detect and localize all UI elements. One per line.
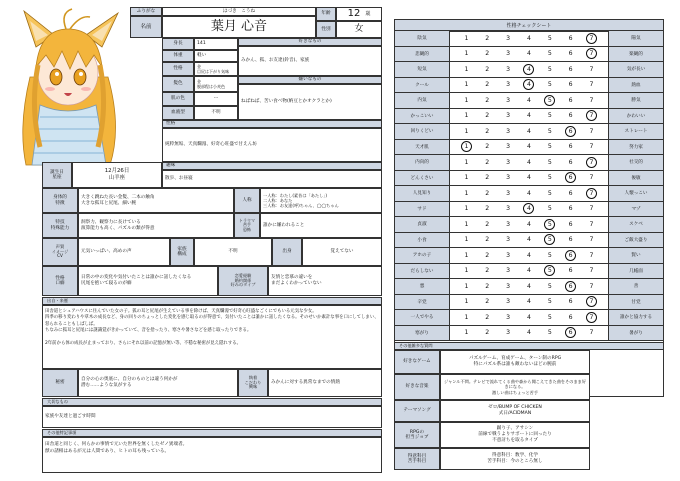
chart-scale-option[interactable]: 1	[464, 34, 469, 42]
chart-row	[394, 47, 664, 63]
chart-scale-option[interactable]: 1	[464, 158, 469, 166]
chart-scale-option[interactable]: 7	[589, 220, 594, 228]
chart-row-left-label: 内向的	[394, 155, 450, 170]
chart-scale-selected[interactable]: 7	[586, 312, 597, 323]
chart-scale-option[interactable]: 2	[485, 112, 490, 120]
chart-scale-option[interactable]: 1	[464, 50, 469, 58]
chart-scale-option[interactable]: 5	[547, 127, 552, 135]
likes-label: 好きなもの	[238, 38, 382, 46]
important-value: 家族や友達と過ごす時間	[42, 406, 382, 428]
chart-row-right-label: 熱血	[608, 78, 664, 93]
chart-scale-option[interactable]: 3	[506, 34, 511, 42]
chart-scale-option[interactable]: 1	[464, 81, 469, 89]
chart-row-left-label: 寒がり	[394, 326, 450, 341]
chart-scale-option[interactable]: 7	[589, 251, 594, 259]
chart-scale-option[interactable]: 7	[589, 267, 594, 275]
personality2-value: 純粋無垢、天真爛漫、好奇心旺盛で甘えん坊	[162, 128, 382, 162]
likes-value: みかん、狐、お友達(鈴音)、家族	[238, 46, 382, 76]
chart-row-scale	[450, 233, 608, 248]
chart-row-left-label: 悲観的	[394, 47, 450, 62]
height-label: 身長	[162, 38, 194, 50]
character-portrait	[10, 7, 128, 167]
chart-row	[394, 264, 664, 280]
chart-scale-selected[interactable]: 5	[544, 265, 555, 276]
chart-scale-option[interactable]: 3	[506, 143, 511, 151]
chart-scale-option[interactable]: 2	[485, 267, 490, 275]
chart-scale-option[interactable]: 1	[464, 267, 469, 275]
habit-label: 性格 口癖	[42, 266, 78, 296]
chart-scale-option[interactable]: 5	[547, 282, 552, 290]
chart-scale-option[interactable]: 6	[568, 50, 573, 58]
name-label: 名前	[130, 16, 162, 38]
chart-scale-option[interactable]: 2	[485, 34, 490, 42]
chart-row-left-label: かっこいい	[394, 109, 450, 124]
chart-row-scale	[450, 326, 608, 341]
chart-scale-option[interactable]: 4	[526, 96, 531, 104]
chart-row-right-label: かわいい	[608, 109, 664, 124]
chart-scale-option[interactable]: 4	[526, 143, 531, 151]
chart-scale-option[interactable]: 5	[547, 298, 552, 306]
chart-row-right-label: 俊敏	[608, 171, 664, 186]
theme-value: ゼロ/BUMP OF CHICKEN 式日/ACIDMAN	[440, 400, 590, 422]
chart-scale-option[interactable]: 4	[526, 282, 531, 290]
chart-scale-selected[interactable]: 7	[586, 157, 597, 168]
chart-scale-option[interactable]: 1	[464, 298, 469, 306]
age-value: 12	[347, 7, 361, 19]
chart-title: 性格チェックシート	[394, 19, 664, 31]
hair-label: 髪色	[162, 76, 194, 92]
chart-row-left-label: 人見知り	[394, 186, 450, 201]
chart-row-scale	[450, 109, 608, 124]
chart-row-scale	[450, 47, 608, 62]
other-value: 田舎道と同じく、何らかの事情で元いた世界を無くしたゼノ異端者。 獣の諸相はあるが元は人間であり、ヒトの耳も残っている。	[42, 437, 382, 473]
other-bar: その他特記事項	[42, 429, 382, 437]
chart-scale-option[interactable]: 6	[568, 34, 573, 42]
theme-label: テーマソング	[394, 400, 440, 422]
chart-scale-option[interactable]: 4	[526, 329, 531, 337]
chart-scale-option[interactable]: 4	[526, 220, 531, 228]
chart-scale-option[interactable]: 1	[464, 236, 469, 244]
extra-bar: その他雑多な質問	[394, 342, 664, 350]
chart-scale-option[interactable]: 7	[589, 205, 594, 213]
chart-scale-option[interactable]: 3	[506, 158, 511, 166]
physical-label: 身体的 特徴	[42, 188, 78, 213]
chart-scale-selected[interactable]: 7	[586, 110, 597, 121]
chart-row-scale	[450, 78, 608, 93]
chart-scale-option[interactable]: 6	[568, 267, 573, 275]
chart-scale-option[interactable]: 5	[547, 205, 552, 213]
chart-row	[394, 155, 664, 171]
chart-scale-option[interactable]: 7	[589, 143, 594, 151]
chart-row-left-label: 内気	[394, 93, 450, 108]
interest-value: みかんに対する異常なまでの情熱	[268, 369, 382, 397]
chart-scale-option[interactable]: 4	[526, 267, 531, 275]
chart-scale-option[interactable]: 5	[547, 112, 552, 120]
chart-scale-option[interactable]: 2	[485, 313, 490, 321]
chart-row	[394, 109, 664, 125]
chart-scale-option[interactable]: 6	[568, 112, 573, 120]
chart-scale-option[interactable]: 3	[506, 112, 511, 120]
background-bar: 出自・来歴	[42, 297, 382, 305]
chart-row-scale	[450, 310, 608, 325]
secret-label: 秘密	[42, 369, 78, 397]
chart-row	[394, 295, 664, 311]
chart-scale-option[interactable]: 6	[568, 65, 573, 73]
chart-scale-option[interactable]: 3	[506, 205, 511, 213]
chart-row-scale	[450, 186, 608, 201]
chart-scale-option[interactable]: 3	[506, 298, 511, 306]
chart-row-left-label: 辛党	[394, 295, 450, 310]
physical-value: 大きく跳ねた長い金髪、二本の触角 大きな狐耳と尻尾、細い腕	[78, 188, 234, 213]
chart-scale-selected[interactable]: 4	[523, 64, 534, 75]
habit-value: 日常の中の変化や気付いたことは誰かに話したくなる 尻尾を抱いて寝るのが癖	[78, 266, 218, 296]
chart-scale-option[interactable]: 1	[464, 205, 469, 213]
age-unit: 歳	[365, 10, 371, 17]
chart-scale-option[interactable]: 7	[589, 329, 594, 337]
chart-row-right-label: 人懐っこい	[608, 186, 664, 201]
trauma-label: トラウマ 苦手 恐怖	[234, 213, 260, 238]
chart-scale-option[interactable]: 6	[568, 236, 573, 244]
chart-scale-option[interactable]: 5	[547, 313, 552, 321]
chart-scale-option[interactable]: 1	[464, 112, 469, 120]
secret-value: 自分の心の奥底に、自分のものとは違う何かが 潜む……ような気がする	[78, 369, 238, 397]
chart-scale-option[interactable]: 6	[568, 96, 573, 104]
chart-scale-selected[interactable]: 6	[565, 126, 576, 137]
trauma-value: 誰かに嫌われること	[260, 213, 382, 238]
chart-row-left-label: 悪	[394, 279, 450, 294]
chart-row-right-label: ストレート	[608, 124, 664, 139]
chart-scale-selected[interactable]: 5	[544, 95, 555, 106]
chart-row-scale	[450, 295, 608, 310]
chart-scale-option[interactable]: 2	[485, 189, 490, 197]
chart-scale-option[interactable]: 7	[589, 236, 594, 244]
chart-scale-option[interactable]: 2	[485, 174, 490, 182]
chart-row	[394, 310, 664, 326]
chart-row	[394, 279, 664, 295]
chart-scale-option[interactable]: 5	[547, 34, 552, 42]
chart-scale-option[interactable]: 3	[506, 81, 511, 89]
job-label: RPGの 担当ジョブ	[394, 422, 440, 448]
chart-scale-option[interactable]: 1	[464, 189, 469, 197]
job-value: 踊り子、アサシン 前線で戦うよりサポートに回ったり 不意討ちを取るタイプ	[440, 422, 590, 448]
music-label: 好きな音楽	[394, 374, 440, 400]
chart-scale-option[interactable]: 5	[547, 329, 552, 337]
chart-scale-option[interactable]: 7	[589, 282, 594, 290]
chart-row-left-label: どんくさい	[394, 171, 450, 186]
chart-scale-selected[interactable]: 4	[523, 79, 534, 90]
background-text: 田舎道とシュアハウスに住んでいた女の子。狐の耳と尻尾が生えている事を除けば、天真爛漫で好奇心旺盛なごくにでもいる元気な少女。 四季の移り変わりや草木の成長など、身の回りのちょっとした変化を感じ取るのが得意で、気付いたことは誰かに話したくなる。そのせいか素計な事を口にしてしまい、怒られることもしばしば。 ちなみに狐耳と尻尾には謎識覚がきかっていて、音を拾ったり、寒さや暑さなどを感じ取ったりできる。 2年前から体の成長が止まっており、さらにそれ以前の記憶が無い等、不穏な秘密が見え隠れする。	[42, 305, 382, 369]
chart-scale-option[interactable]: 2	[485, 96, 490, 104]
chart-row-right-label: 陽気	[608, 31, 664, 46]
chart-row-scale	[450, 171, 608, 186]
chart-scale-option[interactable]: 5	[547, 81, 552, 89]
chart-row-right-label: マゾ	[608, 202, 664, 217]
chart-scale-option[interactable]: 6	[568, 158, 573, 166]
chart-scale-option[interactable]: 2	[485, 127, 490, 135]
chart-scale-option[interactable]: 1	[464, 65, 469, 73]
chart-scale-selected[interactable]: 6	[565, 172, 576, 183]
chart-row-right-label: 暑がり	[608, 326, 664, 341]
chart-scale-option[interactable]: 4	[526, 112, 531, 120]
chart-row-left-label: 回りくどい	[394, 124, 450, 139]
chart-scale-option[interactable]: 7	[589, 65, 594, 73]
chart-row	[394, 140, 664, 156]
skill-value: 洞察力、観察力に長けている 演算能力も高く、パズルの類が得意	[78, 213, 234, 238]
chart-scale-option[interactable]: 4	[526, 251, 531, 259]
blood-label: 血液型	[162, 106, 194, 120]
personality-label: 性格	[162, 62, 194, 76]
birthday-label: 誕生日 星座	[42, 162, 72, 188]
chart-row-right-label: ご飯大盛り	[608, 233, 664, 248]
personality-value: 金 目尻は下がり気味	[194, 62, 238, 76]
chart-scale-selected[interactable]: 6	[565, 281, 576, 292]
chart-scale-option[interactable]: 3	[506, 96, 511, 104]
chart-row-scale	[450, 264, 608, 279]
chart-row-right-label: 善	[608, 279, 664, 294]
chart-row-scale	[450, 248, 608, 263]
chart-row-scale	[450, 62, 608, 77]
chart-scale-option[interactable]: 6	[568, 81, 573, 89]
music-value: ジャンル不問。テレビで流れてくる曲や森から聞こえてきた曲をそのまま好きになる。 激しい曲はちょっと苦手	[440, 374, 590, 400]
chart-scale-option[interactable]: 1	[464, 313, 469, 321]
chart-scale-option[interactable]: 1	[464, 251, 469, 259]
chart-row-scale	[450, 155, 608, 170]
chart-row	[394, 233, 664, 249]
chart-scale-option[interactable]: 2	[485, 65, 490, 73]
chart-row-right-label: スケベ	[608, 217, 664, 232]
chart-scale-option[interactable]: 3	[506, 50, 511, 58]
chart-row-left-label: だらしない	[394, 264, 450, 279]
chart-row	[394, 248, 664, 264]
chart-scale-option[interactable]: 4	[526, 189, 531, 197]
chart-row	[394, 186, 664, 202]
hair-value: 金 脱部程は小麦色	[194, 76, 238, 92]
chart-row	[394, 93, 664, 109]
chart-row-scale	[450, 124, 608, 139]
chart-row-left-label: 短気	[394, 62, 450, 77]
weight-label: 体重	[162, 50, 194, 62]
chart-row-right-label: 気が長い	[608, 62, 664, 77]
person-label: 人称	[234, 188, 260, 213]
blood-value: 不明	[194, 106, 238, 120]
chart-scale-option[interactable]: 2	[485, 50, 490, 58]
chart-scale-selected[interactable]: 7	[586, 296, 597, 307]
chart-scale-option[interactable]: 4	[526, 174, 531, 182]
love-value: 友情と恋慕の違いを まだよくわかっていない	[268, 266, 382, 296]
chart-scale-option[interactable]: 4	[526, 50, 531, 58]
voice-value: 元気いっぱい、高めの声	[78, 238, 170, 266]
chart-row-left-label: アホの子	[394, 248, 450, 263]
chart-scale-option[interactable]: 5	[547, 251, 552, 259]
height-value: 141	[194, 38, 238, 50]
chart-scale-option[interactable]: 2	[485, 282, 490, 290]
chart-row-right-label: 社交的	[608, 155, 664, 170]
chart-scale-option[interactable]: 6	[568, 189, 573, 197]
chart-scale-selected[interactable]: 7	[586, 33, 597, 44]
chart-scale-option[interactable]: 3	[506, 329, 511, 337]
chart-scale-option[interactable]: 5	[547, 189, 552, 197]
chart-row-left-label: 陰気	[394, 31, 450, 46]
chart-scale-option[interactable]: 4	[526, 127, 531, 135]
chart-scale-option[interactable]: 1	[464, 127, 469, 135]
chart-scale-option[interactable]: 5	[547, 50, 552, 58]
chart-scale-option[interactable]: 3	[506, 189, 511, 197]
chart-row-scale	[450, 202, 608, 217]
skin-value: ー	[194, 92, 238, 106]
family-label: 家族 構成	[170, 238, 194, 266]
chart-scale-option[interactable]: 3	[506, 174, 511, 182]
chart-scale-option[interactable]: 3	[506, 127, 511, 135]
hobby-label: 趣味	[162, 162, 382, 170]
chart-scale-option[interactable]: 2	[485, 251, 490, 259]
chart-scale-option[interactable]: 5	[547, 65, 552, 73]
chart-scale-option[interactable]: 2	[485, 81, 490, 89]
chart-row	[394, 124, 664, 140]
chart-scale-option[interactable]: 1	[464, 174, 469, 182]
chart-scale-option[interactable]: 5	[547, 158, 552, 166]
chart-scale-option[interactable]: 5	[547, 143, 552, 151]
chart-scale-selected[interactable]: 6	[565, 327, 576, 338]
chart-scale-option[interactable]: 1	[464, 220, 469, 228]
chart-scale-option[interactable]: 1	[464, 329, 469, 337]
chart-scale-option[interactable]: 4	[526, 34, 531, 42]
chart-scale-option[interactable]: 3	[506, 220, 511, 228]
chart-row-left-label: クール	[394, 78, 450, 93]
chart-row-left-label: サド	[394, 202, 450, 217]
chart-scale-option[interactable]: 2	[485, 298, 490, 306]
chart-scale-option[interactable]: 7	[589, 96, 594, 104]
birthday-value: 12月26日 山羊座	[72, 162, 162, 188]
person-value: 一人称：わたし(素昔は「あたし」) 二人称：あなた 三人称：お友達(呼)ちゃん、◯◯ちゃん	[260, 188, 382, 213]
chart-scale-option[interactable]: 6	[568, 298, 573, 306]
chart-row	[394, 217, 664, 233]
weight-value: 軽い	[194, 50, 238, 62]
chart-scale-option[interactable]: 6	[568, 220, 573, 228]
chart-scale-option[interactable]: 2	[485, 220, 490, 228]
chart-row-scale	[450, 279, 608, 294]
chart-scale-option[interactable]: 3	[506, 236, 511, 244]
chart-scale-selected[interactable]: 6	[565, 250, 576, 261]
chart-scale-option[interactable]: 6	[568, 205, 573, 213]
furigana-label: ふりがな	[130, 7, 162, 16]
chart-scale-option[interactable]: 2	[485, 143, 490, 151]
chart-row-scale	[450, 217, 608, 232]
sex-value: 女	[336, 21, 382, 38]
name-value: 葉月 心音	[162, 16, 316, 38]
chart-scale-selected[interactable]: 1	[461, 141, 472, 152]
love-label: 恋愛経験 婚約関係 好みのタイプ	[218, 266, 268, 296]
chart-row-right-label: 甘党	[608, 295, 664, 310]
chart-row	[394, 202, 664, 218]
voice-label: 声質 イメージ CV	[42, 238, 78, 266]
chart-scale-option[interactable]: 6	[568, 143, 573, 151]
skin-label: 肌の色	[162, 92, 194, 106]
chart-row	[394, 326, 664, 342]
chart-scale-option[interactable]: 1	[464, 282, 469, 290]
chart-scale-selected[interactable]: 4	[523, 203, 534, 214]
chart-scale-option[interactable]: 3	[506, 65, 511, 73]
interest-label: 執着 こだわり 興味	[238, 369, 268, 397]
chart-scale-option[interactable]: 1	[464, 96, 469, 104]
chart-row-right-label: 几帳面	[608, 264, 664, 279]
chart-row-left-label: 天才肌	[394, 140, 450, 155]
age-field	[336, 7, 382, 21]
hobby-value: 散歩、お昼寝	[162, 170, 382, 188]
chart-scale-option[interactable]: 7	[589, 127, 594, 135]
subject-label: 得意科目 苦手科目	[394, 448, 440, 470]
chart-row-scale	[450, 93, 608, 108]
personality2-label: 性格	[162, 120, 382, 128]
chart-row	[394, 78, 664, 94]
game-label: 好きなゲーム	[394, 350, 440, 374]
chart-row-left-label: 一人でやる	[394, 310, 450, 325]
chart-row-left-label: 小食	[394, 233, 450, 248]
subject-value: 得意科目：数学、化学 苦手科目：今のところ無し	[440, 448, 590, 470]
chart-scale-selected[interactable]: 5	[544, 219, 555, 230]
age-label: 年齢	[316, 7, 336, 21]
game-value: パズルゲーム、育成ゲーム、ターン制のRPG 特にパズル系は誰も敵わないほどの腕前	[440, 350, 590, 374]
chart-scale-selected[interactable]: 7	[586, 48, 597, 59]
chart-row-left-label: 貞淑	[394, 217, 450, 232]
chart-row-right-label: 勝気	[608, 93, 664, 108]
dislikes-label: 嫌いなもの	[238, 76, 382, 84]
furigana-value: はづき こうね	[162, 7, 316, 16]
chart-scale-option[interactable]: 4	[526, 236, 531, 244]
chart-row	[394, 62, 664, 78]
chart-scale-option[interactable]: 3	[506, 282, 511, 290]
chart-scale-selected[interactable]: 7	[586, 188, 597, 199]
skill-label: 特技 特殊能力	[42, 213, 78, 238]
sex-label: 性別	[316, 21, 336, 38]
chart-scale-option[interactable]: 2	[485, 329, 490, 337]
chart-scale-option[interactable]: 2	[485, 236, 490, 244]
chart-scale-option[interactable]: 3	[506, 267, 511, 275]
chart-row-scale	[450, 31, 608, 46]
chart-scale-option[interactable]: 4	[526, 298, 531, 306]
chart-row-right-label: 努力家	[608, 140, 664, 155]
chart-scale-option[interactable]: 3	[506, 313, 511, 321]
origin-label: 出身	[272, 238, 302, 266]
chart-scale-option[interactable]: 7	[589, 174, 594, 182]
chart-row-right-label: 楽観的	[608, 47, 664, 62]
chart-row-right-label: 誰かと協力する	[608, 310, 664, 325]
chart-scale-selected[interactable]: 5	[544, 234, 555, 245]
chart-row-right-label: 賢い	[608, 248, 664, 263]
dislikes-value: ねばねば、苦い食べ物(納豆とかオクラとか)	[238, 84, 382, 120]
chart-scale-option[interactable]: 2	[485, 205, 490, 213]
chart-row	[394, 31, 664, 47]
chart-scale-option[interactable]: 5	[547, 174, 552, 182]
chart-scale-option[interactable]: 2	[485, 158, 490, 166]
family-value: 不明	[194, 238, 272, 266]
important-bar: 大切なもの	[42, 398, 382, 406]
chart-scale-option[interactable]: 4	[526, 313, 531, 321]
chart-row-scale	[450, 140, 608, 155]
chart-scale-option[interactable]: 4	[526, 158, 531, 166]
chart-scale-option[interactable]: 6	[568, 313, 573, 321]
origin-value: 覚えてない	[302, 238, 382, 266]
chart-scale-option[interactable]: 3	[506, 251, 511, 259]
chart-row	[394, 171, 664, 187]
chart-scale-option[interactable]: 7	[589, 81, 594, 89]
